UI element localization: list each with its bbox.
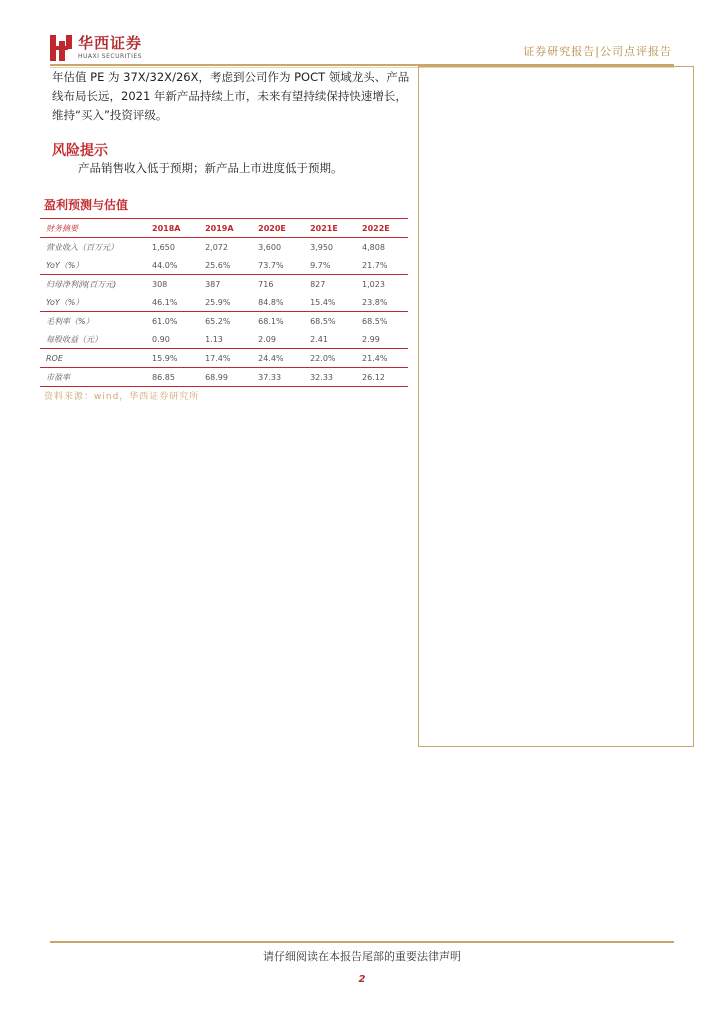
table-cell: 1,023 <box>356 275 408 294</box>
table-cell: 25.9% <box>205 297 231 307</box>
table-cell: 716 <box>252 275 304 294</box>
table-cell: 21.4% <box>356 349 408 368</box>
table-cell: 86.85 <box>146 368 199 387</box>
risk-section-title: 风险提示 <box>52 143 108 159</box>
legal-disclaimer-note: 请仔细阅读在本报告尾部的重要法律声明 <box>263 950 461 963</box>
data-source-note: 资料来源：wind，华西证券研究所 <box>44 392 200 402</box>
table-cell: 每股收益（元） <box>46 334 102 344</box>
table-cell: 17.4% <box>199 349 252 368</box>
table-row <box>40 312 408 331</box>
table-cell: 68.1% <box>252 312 304 331</box>
table-cell: 3,950 <box>310 242 333 252</box>
table-header-cell: 2020E <box>252 219 304 238</box>
table-cell: 毛利率（%） <box>40 312 146 331</box>
table-cell: 68.5% <box>304 312 356 331</box>
table-cell: 市盈率 <box>40 368 146 387</box>
table-cell: 2.09 <box>258 334 276 344</box>
table-row <box>40 349 408 368</box>
table-cell: 23.8% <box>362 297 388 307</box>
logo-english-name: HUAXI SECURITIES <box>78 53 142 60</box>
table-cell: 15.4% <box>310 297 336 307</box>
table-cell: ROE <box>40 349 146 368</box>
footer-divider <box>50 941 674 943</box>
table-cell: 827 <box>304 275 356 294</box>
table-cell: 84.8% <box>258 297 284 307</box>
table-row <box>40 330 408 349</box>
table-cell: 归母净利润(百万元) <box>40 275 146 294</box>
table-header-cell: 2022E <box>356 219 408 238</box>
table-cell: 25.6% <box>205 260 231 270</box>
table-cell: 3,600 <box>258 242 282 252</box>
table-cell: 1,650 <box>152 242 175 252</box>
valuation-paragraph: 年估值 PE 为 37X/32X/26X，考虑到公司作为 POCT 领域龙头、产品线布局长远，2021 年新产品持续上市，未来有望持续保持快速增长，维持“买入”投资评级。 <box>52 70 410 122</box>
table-cell: YoY（%） <box>46 260 84 270</box>
table-header-cell: 2019A <box>199 219 252 238</box>
table-row <box>40 275 408 294</box>
table-cell: 15.9% <box>146 349 199 368</box>
table-cell: 26.12 <box>356 368 408 387</box>
company-logo <box>50 34 142 62</box>
table-cell: 65.2% <box>199 312 252 331</box>
table-cell: 4,808 <box>362 242 385 252</box>
table-row <box>40 238 408 257</box>
table-cell: 46.1% <box>152 297 178 307</box>
table-cell: 22.0% <box>304 349 356 368</box>
table-cell: 0.90 <box>152 334 170 344</box>
table-cell: 9.7% <box>310 260 331 270</box>
table-cell: 2,072 <box>205 242 228 252</box>
table-cell: 37.33 <box>252 368 304 387</box>
table-header-cell: 2018A <box>146 219 199 238</box>
report-type-label: 证券研究报告|公司点评报告 <box>523 45 672 58</box>
table-cell: YoY（%） <box>46 297 84 307</box>
sidebar-box <box>418 66 694 747</box>
table-cell: 61.0% <box>146 312 199 331</box>
table-header-cell: 2021E <box>304 219 356 238</box>
table-cell: 44.0% <box>152 260 178 270</box>
table-row <box>40 293 408 312</box>
table-cell: 21.7% <box>362 260 388 270</box>
table-row <box>40 368 408 387</box>
table-cell: 387 <box>199 275 252 294</box>
table-cell: 68.5% <box>356 312 408 331</box>
table-row <box>40 256 408 275</box>
table-cell: 308 <box>146 275 199 294</box>
table-cell: 24.4% <box>252 349 304 368</box>
table-cell: 32.33 <box>304 368 356 387</box>
forecast-table-title: 盈利预测与估值 <box>44 198 129 212</box>
table-cell: 68.99 <box>199 368 252 387</box>
table-cell: 营业收入（百万元） <box>46 242 118 252</box>
table-cell: 1.13 <box>205 334 223 344</box>
table-cell: 73.7% <box>258 260 284 270</box>
table-header-cell: 财务摘要 <box>40 219 146 238</box>
logo-chinese-name: 华西证券 <box>78 34 143 52</box>
huaxi-logo-icon <box>50 35 72 61</box>
table-cell: 2.41 <box>310 334 328 344</box>
table-cell: 2.99 <box>362 334 380 344</box>
financial-forecast-table <box>40 218 408 387</box>
table-header-row <box>40 219 408 238</box>
risk-text: 产品销售收入低于预期；新产品上市进度低于预期。 <box>78 161 343 175</box>
page-number: 2 <box>358 974 366 985</box>
